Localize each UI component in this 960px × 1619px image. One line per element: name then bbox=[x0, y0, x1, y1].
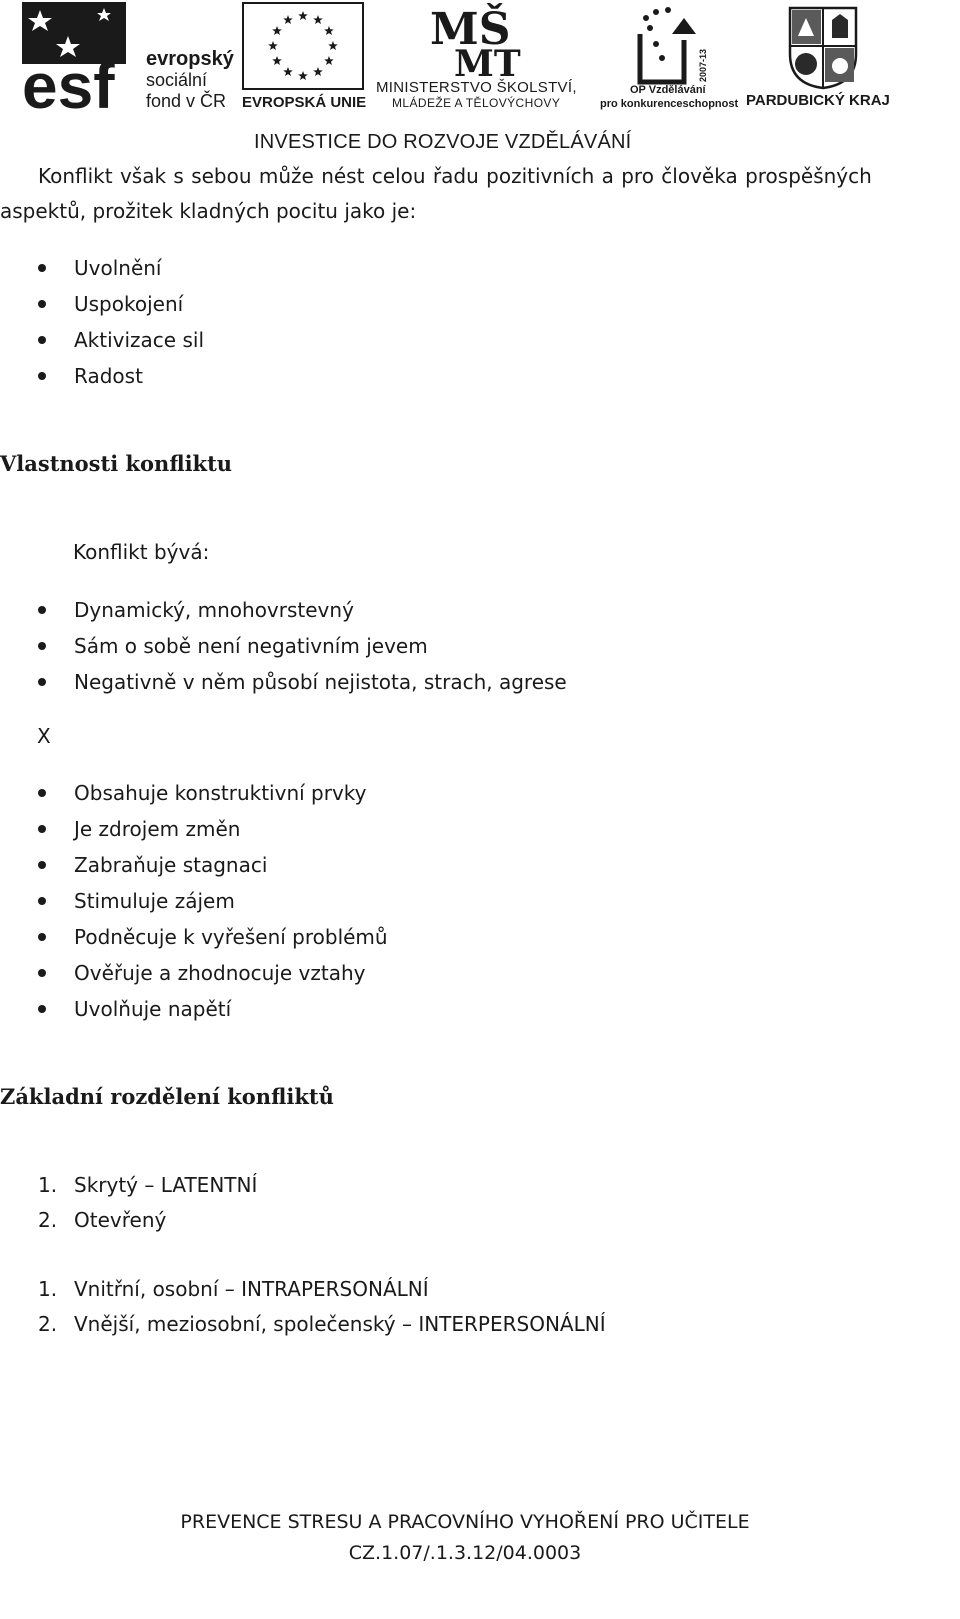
msmt-line-2: MLÁDEŽE A TĚLOVÝCHOVY bbox=[392, 96, 561, 110]
list-item bbox=[38, 250, 204, 286]
bullet-icon bbox=[38, 336, 46, 344]
list-item-text: Negativně v něm působí nejistota, strach, agrese bbox=[74, 670, 567, 694]
list-item-text: Podněcuje k vyřešení problémů bbox=[74, 925, 388, 949]
msmt-monogram-icon bbox=[426, 0, 546, 78]
list-item bbox=[38, 847, 388, 883]
eu-flag-icon bbox=[242, 2, 364, 90]
list-item bbox=[38, 1307, 606, 1342]
bullet-icon bbox=[38, 372, 46, 380]
intro-line-2: aspektů, prožitek kladných pocitu jako je: bbox=[0, 199, 417, 223]
list-item bbox=[38, 1168, 257, 1203]
bullet-icon bbox=[38, 264, 46, 272]
list-item bbox=[38, 883, 388, 919]
footer-title: PREVENCE STRESU A PRACOVNÍHO VYHOŘENÍ PRO UČITELE bbox=[180, 1511, 750, 1533]
esf-logo bbox=[18, 0, 233, 115]
section-subheading: Konflikt bývá: bbox=[73, 540, 210, 564]
properties-list-a bbox=[38, 592, 567, 700]
list-item bbox=[38, 322, 204, 358]
bullet-icon bbox=[38, 861, 46, 869]
separator-x: X bbox=[37, 724, 51, 748]
svg-text:MT: MT bbox=[454, 43, 521, 78]
esf-line-1: evropský bbox=[146, 48, 234, 70]
eu-label: EVROPSKÁ UNIE bbox=[242, 94, 367, 111]
op-years: 2007-13 bbox=[698, 48, 708, 82]
list-item-text: Zabraňuje stagnaci bbox=[74, 853, 268, 877]
list-item bbox=[38, 1203, 257, 1238]
svg-text:MŠ: MŠ bbox=[430, 4, 511, 55]
list-number: 2. bbox=[38, 1208, 58, 1232]
list-item-text: Uvolnění bbox=[74, 256, 162, 280]
division-list-a bbox=[38, 1168, 257, 1238]
list-item bbox=[38, 991, 388, 1027]
list-item-text: Vnitřní, osobní – INTRAPERSONÁLNÍ bbox=[74, 1277, 429, 1301]
list-item bbox=[38, 664, 567, 700]
section-heading-rozdeleni: Základní rozdělení konfliktů bbox=[0, 1084, 334, 1109]
list-item-text: Aktivizace sil bbox=[74, 328, 204, 352]
list-item bbox=[38, 811, 388, 847]
msmt-logo bbox=[376, 0, 591, 115]
pardubice-logo bbox=[744, 0, 904, 115]
list-item bbox=[38, 286, 204, 322]
list-item-text: Dynamický, mnohovrstevný bbox=[74, 598, 354, 622]
pardubice-label: PARDUBICKÝ KRAJ bbox=[746, 92, 890, 109]
list-item-text: Otevřený bbox=[74, 1208, 167, 1232]
esf-line-2: sociální bbox=[146, 70, 208, 90]
intro-line-1: Konflikt však s sebou může nést celou řadu pozitivních a pro člověka prospěšných bbox=[38, 164, 872, 188]
investice-tagline: INVESTICE DO ROZVOJE VZDĚLÁVÁNÍ bbox=[254, 131, 632, 153]
bullet-icon bbox=[38, 897, 46, 905]
list-item-text: Vnější, meziosobní, společenský – INTERPERSONÁLNÍ bbox=[74, 1312, 606, 1336]
list-item-text: Uspokojení bbox=[74, 292, 184, 316]
bullet-icon bbox=[38, 825, 46, 833]
msmt-line-1: MINISTERSTVO ŠKOLSTVÍ, bbox=[376, 79, 577, 96]
pardubice-coat-of-arms-icon bbox=[786, 4, 860, 90]
properties-list-b bbox=[38, 775, 388, 1027]
bullet-icon bbox=[38, 969, 46, 977]
section-heading-vlastnosti: Vlastnosti konfliktu bbox=[0, 451, 233, 476]
list-item-text: Obsahuje konstruktivní prvky bbox=[74, 781, 367, 805]
list-item bbox=[38, 775, 388, 811]
esf-line-3: fond v ČR bbox=[146, 91, 227, 111]
bullet-icon bbox=[38, 789, 46, 797]
list-item bbox=[38, 592, 567, 628]
eu-logo bbox=[242, 2, 368, 114]
list-item bbox=[38, 358, 204, 394]
list-item bbox=[38, 919, 388, 955]
list-item-text: Stimuluje zájem bbox=[74, 889, 235, 913]
bullet-icon bbox=[38, 300, 46, 308]
list-number: 1. bbox=[38, 1173, 58, 1197]
bullet-icon bbox=[38, 606, 46, 614]
list-item bbox=[38, 628, 567, 664]
list-item-text: Skrytý – LATENTNÍ bbox=[74, 1173, 258, 1197]
list-item-text: Ověřuje a zhodnocuje vztahy bbox=[74, 961, 366, 985]
op-line-2: pro konkurenceschopnost bbox=[600, 98, 739, 110]
list-item-text: Uvolňuje napětí bbox=[74, 997, 232, 1021]
bullet-icon bbox=[38, 642, 46, 650]
positive-aspects-list bbox=[38, 250, 204, 394]
list-item-text: Radost bbox=[74, 364, 143, 388]
op-line-1: OP Vzdělávání bbox=[630, 84, 706, 96]
list-item-text: Je zdrojem změn bbox=[74, 817, 241, 841]
division-list-b bbox=[38, 1272, 606, 1342]
svg-text:esf: esf bbox=[22, 50, 115, 115]
list-item bbox=[38, 1272, 606, 1307]
list-number: 2. bbox=[38, 1312, 58, 1336]
bullet-icon bbox=[38, 1005, 46, 1013]
bullet-icon bbox=[38, 933, 46, 941]
footer-code: CZ.1.07/.1.3.12/04.0003 bbox=[348, 1542, 582, 1564]
list-number: 1. bbox=[38, 1277, 58, 1301]
op-logo bbox=[600, 0, 740, 115]
logo-bar bbox=[0, 0, 960, 153]
list-item-text: Sám o sobě není negativním jevem bbox=[74, 634, 428, 658]
op-arrow-icon bbox=[626, 4, 716, 86]
list-item bbox=[38, 955, 388, 991]
bullet-icon bbox=[38, 678, 46, 686]
